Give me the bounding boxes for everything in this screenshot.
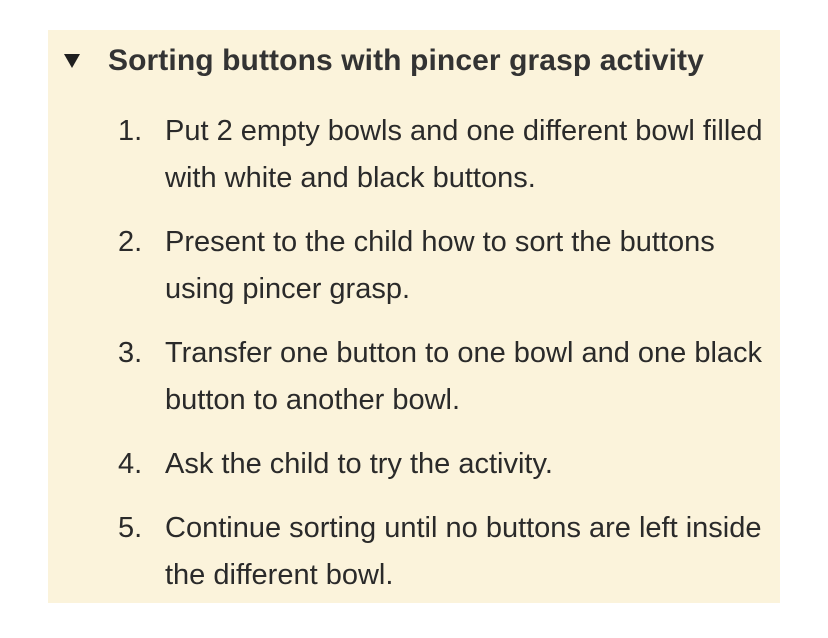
- list-item-number: 3.: [118, 337, 143, 369]
- list-item-number: 2.: [118, 226, 143, 258]
- steps-list: [48, 108, 780, 616]
- list-item-text: Ask the child to try the activity.: [165, 448, 553, 480]
- list-item-number: 1.: [118, 115, 143, 147]
- list-item: [48, 330, 780, 424]
- triangle-down-icon[interactable]: [64, 54, 80, 68]
- list-item-number: 4.: [118, 448, 143, 480]
- list-item: [48, 219, 780, 313]
- toggle-title: Sorting buttons with pincer grasp activity: [108, 44, 704, 77]
- list-item-text: Continue sorting until no buttons are left inside the different bowl.: [165, 512, 762, 591]
- list-item: [48, 441, 780, 488]
- list-item: [48, 505, 780, 599]
- list-item-text: Transfer one button to one bowl and one black button to another bowl.: [165, 337, 763, 416]
- list-item-text: Present to the child how to sort the buttons using pincer grasp.: [165, 226, 715, 305]
- list-item-number: 5.: [118, 512, 143, 544]
- list-item-text: Put 2 empty bowls and one different bowl filled with white and black buttons.: [165, 115, 763, 194]
- toggle-block: [48, 30, 780, 603]
- list-item: [48, 108, 780, 202]
